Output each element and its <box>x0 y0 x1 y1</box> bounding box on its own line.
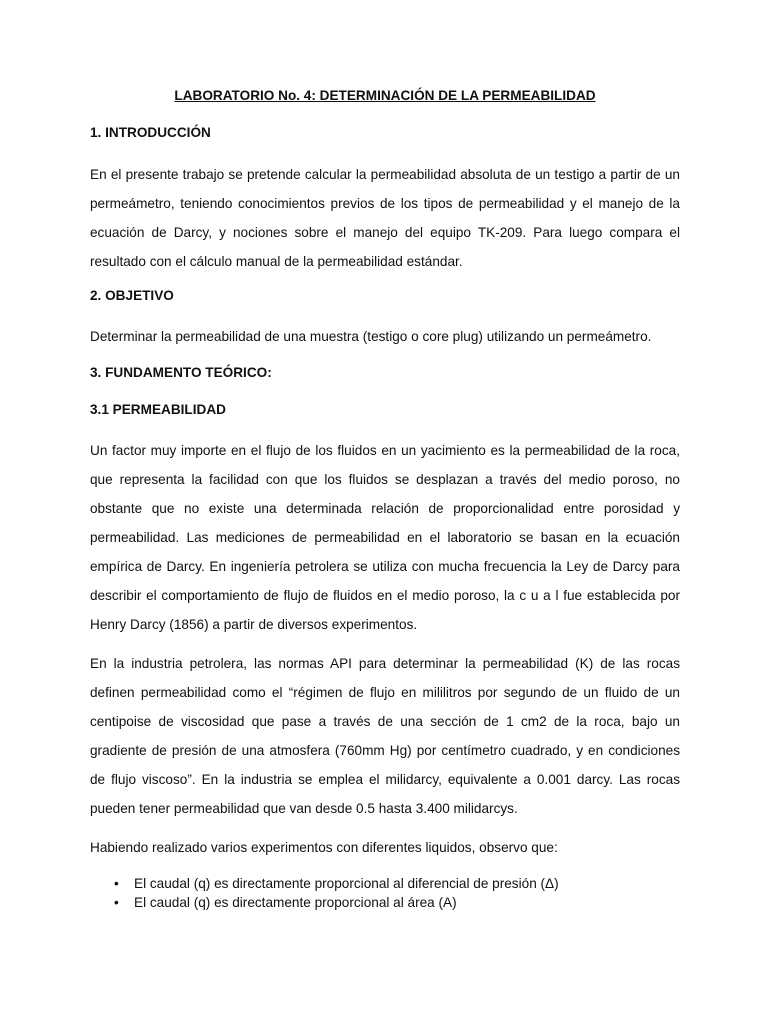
bullet-icon: • <box>114 894 119 910</box>
document-page <box>90 86 680 912</box>
paragraph-objetivo: Determinar la permeabilidad de una muestra (testigo o core plug) utilizando un permeámetro. <box>90 329 652 345</box>
document-title: LABORATORIO No. 4: DETERMINACIÓN DE LA PERMEABILIDAD <box>174 88 596 103</box>
list-item-text: El caudal (q) es directamente proporcional al área (A) <box>134 894 457 910</box>
list-item-text: El caudal (q) es directamente proporcional al diferencial de presión (Δ) <box>134 875 559 891</box>
section-heading-fundamento-teorico: 3. FUNDAMENTO TEÓRICO: <box>90 365 272 381</box>
paragraph-introduccion: En el presente trabajo se pretende calcular la permeabilidad absoluta de un testigo a partir de un permeámetro, teniendo conocimientos previos de los tipos de permeabilidad y el manejo de la ecuación de Darcy, y nociones sobre el manejo del equipo TK-209. Para luego compara el resultado con el cálculo manual de la permeabilidad estándar. <box>90 166 680 269</box>
subsection-heading-permeabilidad: 3.1 PERMEABILIDAD <box>90 401 226 417</box>
paragraph-permeabilidad-1: Un factor muy importe en el flujo de los fluidos en un yacimiento es la permeabilidad de la roca, que representa la facilidad con que los fluidos se desplazan a través del medio poroso, no obstante que no existe una determinada relación de proporcionalidad entre porosidad y permeabilidad. Las mediciones de permeabilidad en el laboratorio se basan en la ecuación empírica de Darcy. En ingeniería petrolera se utiliza con mucha frecuencia la Ley de Darcy para describir el comportamiento de flujo de fluidos en el medio poroso, la c u a l fue establecida por Henry Darcy (1856) a partir de diversos experimentos. <box>90 442 680 632</box>
list-item <box>90 893 680 912</box>
section-heading-objetivo: 2. OBJETIVO <box>90 287 174 303</box>
paragraph-permeabilidad-3: Habiendo realizado varios experimentos con diferentes liquidos, observo que: <box>90 839 558 855</box>
bullet-icon: • <box>114 875 119 891</box>
paragraph-permeabilidad-2: En la industria petrolera, las normas API para determinar la permeabilidad (K) de las rocas definen permeabilidad como el “régimen de flujo en mililitros por segundo de un fluido de un centipoise de viscosidad que pase a través de una sección de 1 cm2 de la roca, bajo un gradiente de presión de una atmosfera (760mm Hg) por centímetro cuadrado, y en condiciones de flujo viscoso”. En la industria se emplea el milidarcy, equivalente a 0.001 darcy. Las rocas pueden tener permeabilidad que van desde 0.5 hasta 3.400 milidarcys. <box>90 655 680 816</box>
list-item <box>90 874 680 893</box>
bullet-list <box>90 874 680 912</box>
section-heading-introduccion: 1. INTRODUCCIÓN <box>90 125 211 141</box>
